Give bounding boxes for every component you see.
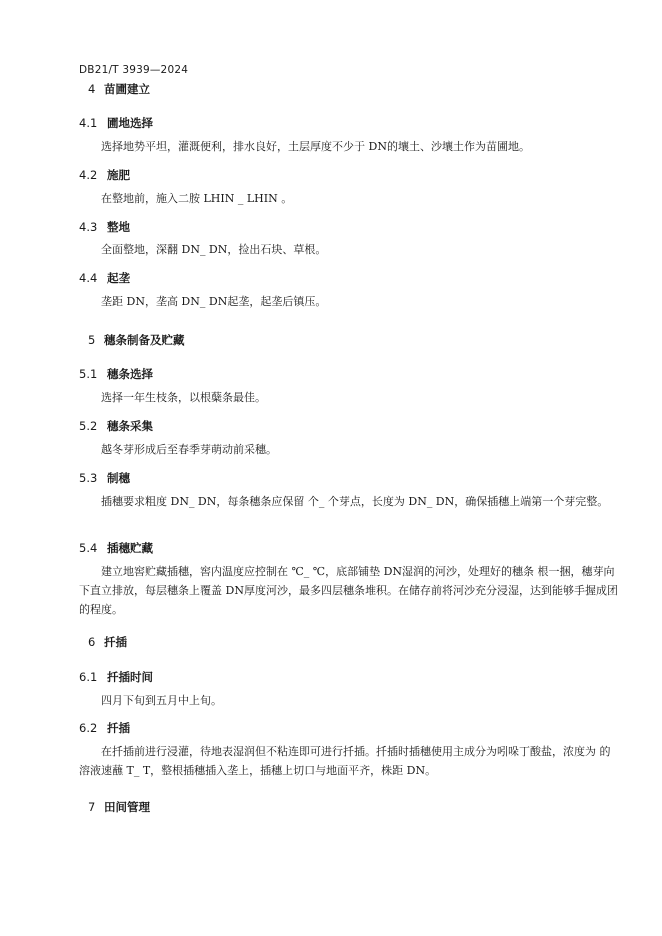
section-number: 4.2 — [79, 168, 98, 182]
document-id: DB21/T 3939—2024 — [79, 64, 189, 76]
section-number: 6 — [88, 635, 96, 649]
section-title: 穗条制备及贮藏 — [104, 333, 185, 347]
section-5-4-heading — [79, 540, 153, 556]
section-title: 整地 — [107, 220, 130, 234]
section-title: 苗圃建立 — [104, 82, 150, 96]
section-title: 制穗 — [107, 471, 130, 485]
paragraph-4-1: 选择地势平坦，灌溉便利，排水良好，土层厚度不少于 DN的壤土、沙壤土作为苗圃地。 — [101, 140, 530, 153]
section-number: 5.1 — [79, 367, 98, 381]
section-number: 5.2 — [79, 419, 98, 433]
section-number: 5.4 — [79, 541, 98, 555]
section-title: 扦插时间 — [107, 670, 153, 684]
paragraph-4-4: 垄距 DN，垄高 DN_ DN起垄，起垄后镇压。 — [101, 295, 327, 308]
section-number: 6.2 — [79, 721, 98, 735]
section-number: 6.1 — [79, 670, 98, 684]
section-5-1-heading — [79, 366, 153, 382]
section-5-3-heading — [79, 470, 130, 486]
paragraph-6-2: 在扦插前进行浸灌，待地表湿润但不粘连即可进行扦插。扦插时插穗使用主成分为吲哚丁酸盐，浓度为 的溶液速蘸 T_ T，整根插穗插入垄上，插穗上切口与地面平齐，株距 DN。 — [79, 745, 611, 777]
paragraph-5-4: 建立地窖贮藏插穗，窖内温度应控制在 ℃_ ℃，底部铺垫 DN湿润的河沙，处理好的穗条 根一捆，穗芽向下直立排放，每层穗条上覆盖 DN厚度河沙，最多四层穗条堆积。在储存前将河沙充分浸湿，达到能够手握成团的程度。 — [79, 565, 618, 616]
section-number: 4.3 — [79, 220, 98, 234]
section-4-4-heading — [79, 270, 130, 286]
section-title: 圃地选择 — [107, 116, 153, 130]
section-title: 穗条采集 — [107, 419, 153, 433]
section-4-3-heading — [79, 219, 130, 235]
paragraph-5-1: 选择一年生枝条，以根蘖条最佳。 — [101, 391, 266, 404]
paragraph-6-1: 四月下旬到五月中上旬。 — [101, 694, 222, 707]
section-number: 4.4 — [79, 271, 98, 285]
section-number: 5 — [88, 333, 96, 347]
paragraph-4-3: 全面整地，深翻 DN_ DN，捡出石块、草根。 — [101, 243, 327, 256]
section-4-2-heading — [79, 167, 130, 183]
paragraph-5-2: 越冬芽形成后至春季芽萌动前采穗。 — [101, 443, 277, 456]
section-6-heading — [88, 634, 127, 650]
section-number: 7 — [88, 800, 96, 814]
section-4-heading — [88, 81, 150, 97]
section-title: 田间管理 — [104, 800, 150, 814]
section-6-2-heading — [79, 720, 130, 736]
paragraph-4-2: 在整地前，施入二胺 LHIN _ LHIN 。 — [101, 192, 293, 205]
section-title: 起垄 — [107, 271, 130, 285]
section-title: 扦插 — [104, 635, 127, 649]
section-title: 插穗贮藏 — [107, 541, 153, 555]
section-5-2-heading — [79, 418, 153, 434]
section-4-1-heading — [79, 115, 153, 131]
section-5-heading — [88, 332, 185, 348]
section-title: 穗条选择 — [107, 367, 153, 381]
section-number: 5.3 — [79, 471, 98, 485]
section-title: 施肥 — [107, 168, 130, 182]
section-title: 扦插 — [107, 721, 130, 735]
section-number: 4.1 — [79, 116, 98, 130]
section-number: 4 — [88, 82, 96, 96]
section-6-1-heading — [79, 669, 153, 685]
section-7-heading — [88, 799, 150, 815]
paragraph-5-3: 插穗要求粗度 DN_ DN，每条穗条应保留 个_ 个芽点，长度为 DN_ DN，确保插穗上端第一个芽完整。 — [101, 495, 609, 508]
